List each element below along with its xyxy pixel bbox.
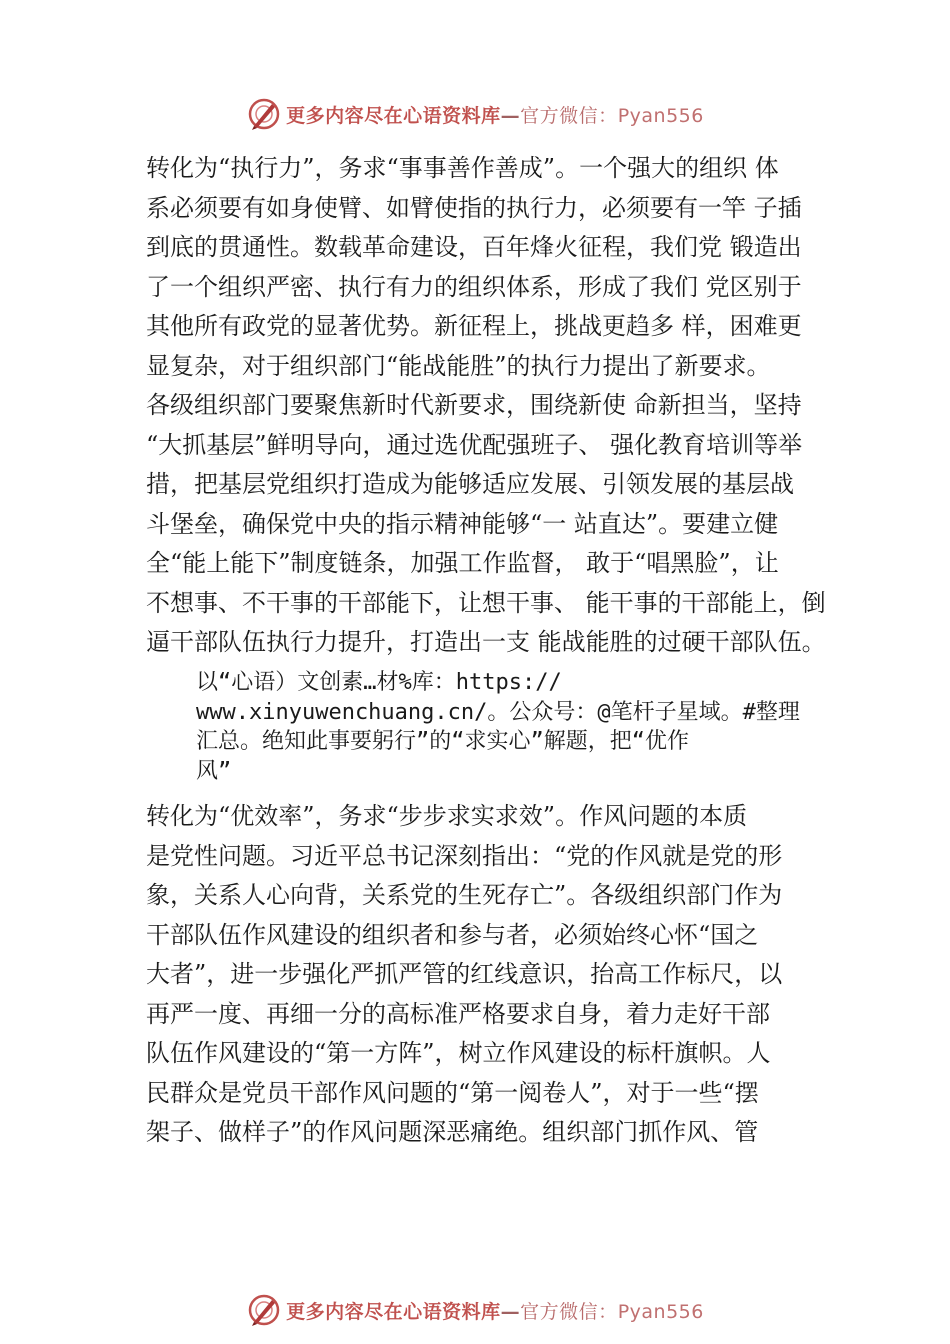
text-line: 了一个组织严密、执行有力的组织体系，形成了我们 党区别于 (146, 272, 802, 301)
note-line: 风” (196, 758, 232, 784)
banner-text (286, 1297, 704, 1324)
text-line: 措，把基层党组织打造成为能够适应发展、引领发展的基层战 (146, 470, 794, 498)
text-line: 队伍作风建设的“第一方阵”，树立作风建设的标杆旗帜。人 (146, 1039, 771, 1067)
text-line: 是党性问题。习近平总书记深刻指出：“党的作风就是党的形 (146, 841, 783, 870)
pen-logo-icon (246, 96, 282, 132)
banner-label: 官方微信： (520, 1300, 618, 1323)
text-line: 斗堡垒，确保党中央的指示精神能够“一 站直达”。要建立健 (146, 509, 779, 538)
paragraph-2 (146, 797, 846, 1153)
text-line: 再严一度、再细一分的高标准严格要求自身，着力走好干部 (146, 999, 770, 1028)
banner-wechat-id: Pyan556 (617, 1300, 704, 1323)
text-line: “大抓基层”鲜明导向，通过选优配强班子、 强化教育培训等举 (146, 430, 803, 459)
text-line: 全“能上能下”制度链条，加强工作监督， 敢于“唱黑脸”，让 (146, 549, 779, 577)
paragraph-1 (146, 149, 846, 663)
text-line: 显复杂，对于组织部门“能战能胜”的执行力提出了新要求。 (146, 351, 771, 380)
text-line: 象，关系人心向背，关系党的生死存亡”。各级组织部门作为 (146, 881, 783, 909)
banner-brand: 更多内容尽在心语资料库 (286, 104, 501, 127)
text-line: 转化为“优效率”，务求“步步求实求效”。作风问题的本质 (146, 802, 748, 830)
text-line: 转化为“执行力”，务求“事事善作善成”。一个强大的组织 体 (146, 154, 779, 182)
source-note (196, 668, 846, 786)
note-line: 以“心语）文创素…材%库：https:// (196, 670, 562, 695)
text-line: 干部队伍作风建设的组织者和参与者，必须始终心怀“国之 (146, 920, 759, 949)
text-line: 不想事、不干事的干部能下，让想干事、 能干事的干部能上，倒 (146, 588, 826, 617)
text-line: 其他所有政党的显著优势。新征程上，挑战更趋多 样，困难更 (146, 312, 802, 340)
text-line: 架子、做样子”的作风问题深恶痛绝。组织部门抓作风、管 (146, 1118, 759, 1146)
banner-dash: — (500, 1300, 521, 1323)
banner-text (286, 101, 704, 128)
header-banner (0, 94, 950, 134)
text-line: 民群众是党员干部作风问题的“第一阅卷人”，对于一些“摆 (146, 1078, 759, 1107)
note-line: 汇总。绝知此事要躬行”的“求实心”解题，把“优作 (196, 729, 689, 754)
text-line: 逼干部队伍执行力提升，打造出一支 能战能胜的过硬干部队伍。 (146, 628, 826, 656)
footer-banner (0, 1290, 950, 1330)
banner-label: 官方微信： (520, 104, 618, 127)
banner-dash: — (500, 104, 521, 127)
text-line: 大者”，进一步强化严抓严管的红线意识，抬高工作标尺，以 (146, 960, 783, 988)
pen-logo-icon (246, 1292, 282, 1328)
banner-wechat-id: Pyan556 (617, 104, 704, 127)
banner-brand: 更多内容尽在心语资料库 (286, 1300, 501, 1323)
note-line: www.xinyuwenchuang.cn/。公众号：@笔杆子星域。#整理 (196, 699, 800, 725)
text-line: 系必须要有如身使臂、如臂使指的执行力，必须要有一竿 子插 (146, 193, 802, 222)
text-line: 各级组织部门要聚焦新时代新要求，围绕新使 命新担当，坚持 (146, 391, 802, 419)
text-line: 到底的贯通性。数载革命建设，百年烽火征程，我们党 锻造出 (146, 233, 802, 261)
